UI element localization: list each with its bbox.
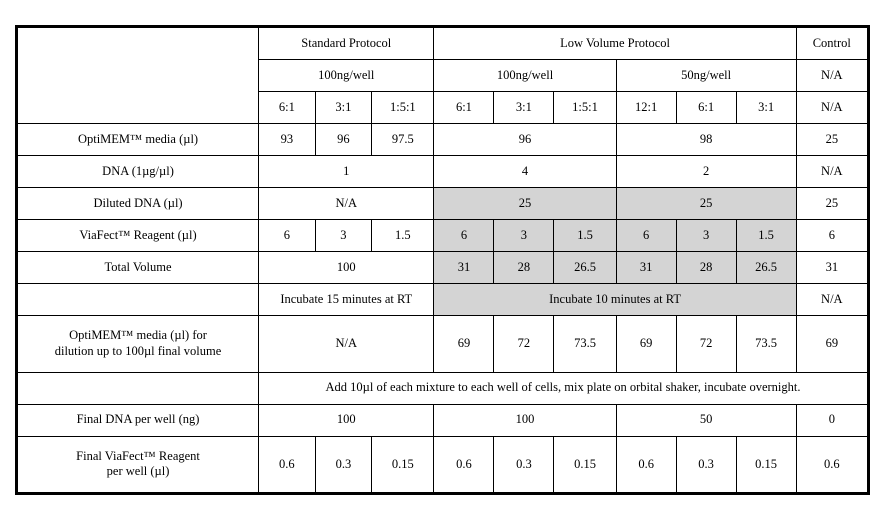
total-volume-control: 31 bbox=[796, 252, 867, 284]
dilution-lv100-2: 72 bbox=[494, 316, 554, 372]
dna-control: N/A bbox=[796, 156, 867, 188]
header-ratio-standard-3: 1:5:1 bbox=[372, 92, 434, 124]
total-volume-lv50-1: 31 bbox=[616, 252, 676, 284]
table-row-final-dna bbox=[18, 404, 868, 436]
viafect-lv50-2: 3 bbox=[676, 220, 736, 252]
header-ratio-lv50-3: 3:1 bbox=[736, 92, 796, 124]
instruction-text: Add 10µl of each mixture to each well of cells, mix plate on orbital shaker, incubate overnight. bbox=[259, 372, 868, 404]
final-viafect-lv50-2: 0.3 bbox=[676, 436, 736, 492]
table-row-optimem-media bbox=[18, 124, 868, 156]
viafect-lv50-1: 6 bbox=[616, 220, 676, 252]
final-dna-lv50: 50 bbox=[616, 404, 796, 436]
dilution-lv100-3: 73.5 bbox=[554, 316, 616, 372]
diluted-dna-control: 25 bbox=[796, 188, 867, 220]
table-row-diluted-dna bbox=[18, 188, 868, 220]
table-row-instruction bbox=[18, 372, 868, 404]
dilution-lv100-1: 69 bbox=[434, 316, 494, 372]
row-label-diluted-dna: Diluted DNA (µl) bbox=[18, 188, 259, 220]
row-label-viafect-reagent: ViaFect™ Reagent (µl) bbox=[18, 220, 259, 252]
row-label-final-dna: Final DNA per well (ng) bbox=[18, 404, 259, 436]
final-viafect-label-line2: per well (µl) bbox=[106, 464, 170, 479]
total-volume-lv100-3: 26.5 bbox=[554, 252, 616, 284]
dilution-lv50-1: 69 bbox=[616, 316, 676, 372]
viafect-standard-3: 1.5 bbox=[372, 220, 434, 252]
header-ratio-lv100-1: 6:1 bbox=[434, 92, 494, 124]
row-label-total-volume: Total Volume bbox=[18, 252, 259, 284]
header-ratio-standard-1: 6:1 bbox=[259, 92, 316, 124]
diluted-dna-lv50: 25 bbox=[616, 188, 796, 220]
header-low-volume-protocol: Low Volume Protocol bbox=[434, 28, 796, 60]
dilution-standard: N/A bbox=[259, 316, 434, 372]
final-viafect-lv100-2: 0.3 bbox=[494, 436, 554, 492]
viafect-lv100-1: 6 bbox=[434, 220, 494, 252]
table-row-viafect-reagent bbox=[18, 220, 868, 252]
final-viafect-standard-3: 0.15 bbox=[372, 436, 434, 492]
total-volume-lv100-1: 31 bbox=[434, 252, 494, 284]
final-dna-lv100: 100 bbox=[434, 404, 616, 436]
incubate-low-volume: Incubate 10 minutes at RT bbox=[434, 284, 796, 316]
final-viafect-lv50-3: 0.15 bbox=[736, 436, 796, 492]
row-label-dna: DNA (1µg/µl) bbox=[18, 156, 259, 188]
row-label-optimem-dilution bbox=[18, 316, 259, 372]
viafect-lv100-3: 1.5 bbox=[554, 220, 616, 252]
table-row-optimem-dilution bbox=[18, 316, 868, 372]
final-viafect-lv100-3: 0.15 bbox=[554, 436, 616, 492]
row-label-final-viafect bbox=[18, 436, 259, 492]
optimem-standard-1: 93 bbox=[259, 124, 316, 156]
row-label-incubate bbox=[18, 284, 259, 316]
diluted-dna-standard: N/A bbox=[259, 188, 434, 220]
instruction-empty-cell bbox=[18, 372, 259, 404]
header-protocol-row bbox=[18, 28, 868, 60]
dna-lv50: 2 bbox=[616, 156, 796, 188]
optimem-standard-3: 97.5 bbox=[372, 124, 434, 156]
diluted-dna-lv100: 25 bbox=[434, 188, 616, 220]
final-viafect-standard-2: 0.3 bbox=[315, 436, 372, 492]
viafect-control: 6 bbox=[796, 220, 867, 252]
dilution-lv50-3: 73.5 bbox=[736, 316, 796, 372]
header-ratio-lv100-2: 3:1 bbox=[494, 92, 554, 124]
total-volume-standard: 100 bbox=[259, 252, 434, 284]
optimem-lv50: 98 bbox=[616, 124, 796, 156]
incubate-control: N/A bbox=[796, 284, 867, 316]
viafect-lv50-3: 1.5 bbox=[736, 220, 796, 252]
table-row-total-volume bbox=[18, 252, 868, 284]
table-row-final-viafect bbox=[18, 436, 868, 492]
header-ratio-lv50-1: 12:1 bbox=[616, 92, 676, 124]
table-row-dna bbox=[18, 156, 868, 188]
dna-standard: 1 bbox=[259, 156, 434, 188]
optimem-standard-2: 96 bbox=[315, 124, 372, 156]
total-volume-lv100-2: 28 bbox=[494, 252, 554, 284]
optimem-control: 25 bbox=[796, 124, 867, 156]
header-control: Control bbox=[796, 28, 867, 60]
header-control-amount: N/A bbox=[796, 60, 867, 92]
final-viafect-lv50-1: 0.6 bbox=[616, 436, 676, 492]
final-dna-control: 0 bbox=[796, 404, 867, 436]
header-standard-protocol: Standard Protocol bbox=[259, 28, 434, 60]
viafect-standard-1: 6 bbox=[259, 220, 316, 252]
viafect-lv100-2: 3 bbox=[494, 220, 554, 252]
dilution-control: 69 bbox=[796, 316, 867, 372]
optimem-dilution-label-line1: OptiMEM™ media (µl) for bbox=[69, 328, 207, 343]
final-viafect-label-line1: Final ViaFect™ Reagent bbox=[76, 448, 200, 463]
final-viafect-standard-1: 0.6 bbox=[259, 436, 316, 492]
final-viafect-lv100-1: 0.6 bbox=[434, 436, 494, 492]
final-viafect-control: 0.6 bbox=[796, 436, 867, 492]
header-corner-cell bbox=[18, 28, 259, 124]
row-label-optimem-media: OptiMEM™ media (µl) bbox=[18, 124, 259, 156]
dilution-lv50-2: 72 bbox=[676, 316, 736, 372]
header-lv50-amount: 50ng/well bbox=[616, 60, 796, 92]
total-volume-lv50-2: 28 bbox=[676, 252, 736, 284]
incubate-standard: Incubate 15 minutes at RT bbox=[259, 284, 434, 316]
viafect-standard-2: 3 bbox=[315, 220, 372, 252]
table-row-incubate bbox=[18, 284, 868, 316]
final-dna-standard: 100 bbox=[259, 404, 434, 436]
header-ratio-standard-2: 3:1 bbox=[315, 92, 372, 124]
header-lv100-amount: 100ng/well bbox=[434, 60, 616, 92]
optimem-lv100: 96 bbox=[434, 124, 616, 156]
transfection-protocol-table bbox=[17, 27, 868, 493]
header-standard-amount: 100ng/well bbox=[259, 60, 434, 92]
optimem-dilution-label-line2: dilution up to 100µl final volume bbox=[54, 343, 222, 358]
header-ratio-lv50-2: 6:1 bbox=[676, 92, 736, 124]
dna-lv100: 4 bbox=[434, 156, 616, 188]
total-volume-lv50-3: 26.5 bbox=[736, 252, 796, 284]
header-ratio-control: N/A bbox=[796, 92, 867, 124]
header-ratio-lv100-3: 1:5:1 bbox=[554, 92, 616, 124]
